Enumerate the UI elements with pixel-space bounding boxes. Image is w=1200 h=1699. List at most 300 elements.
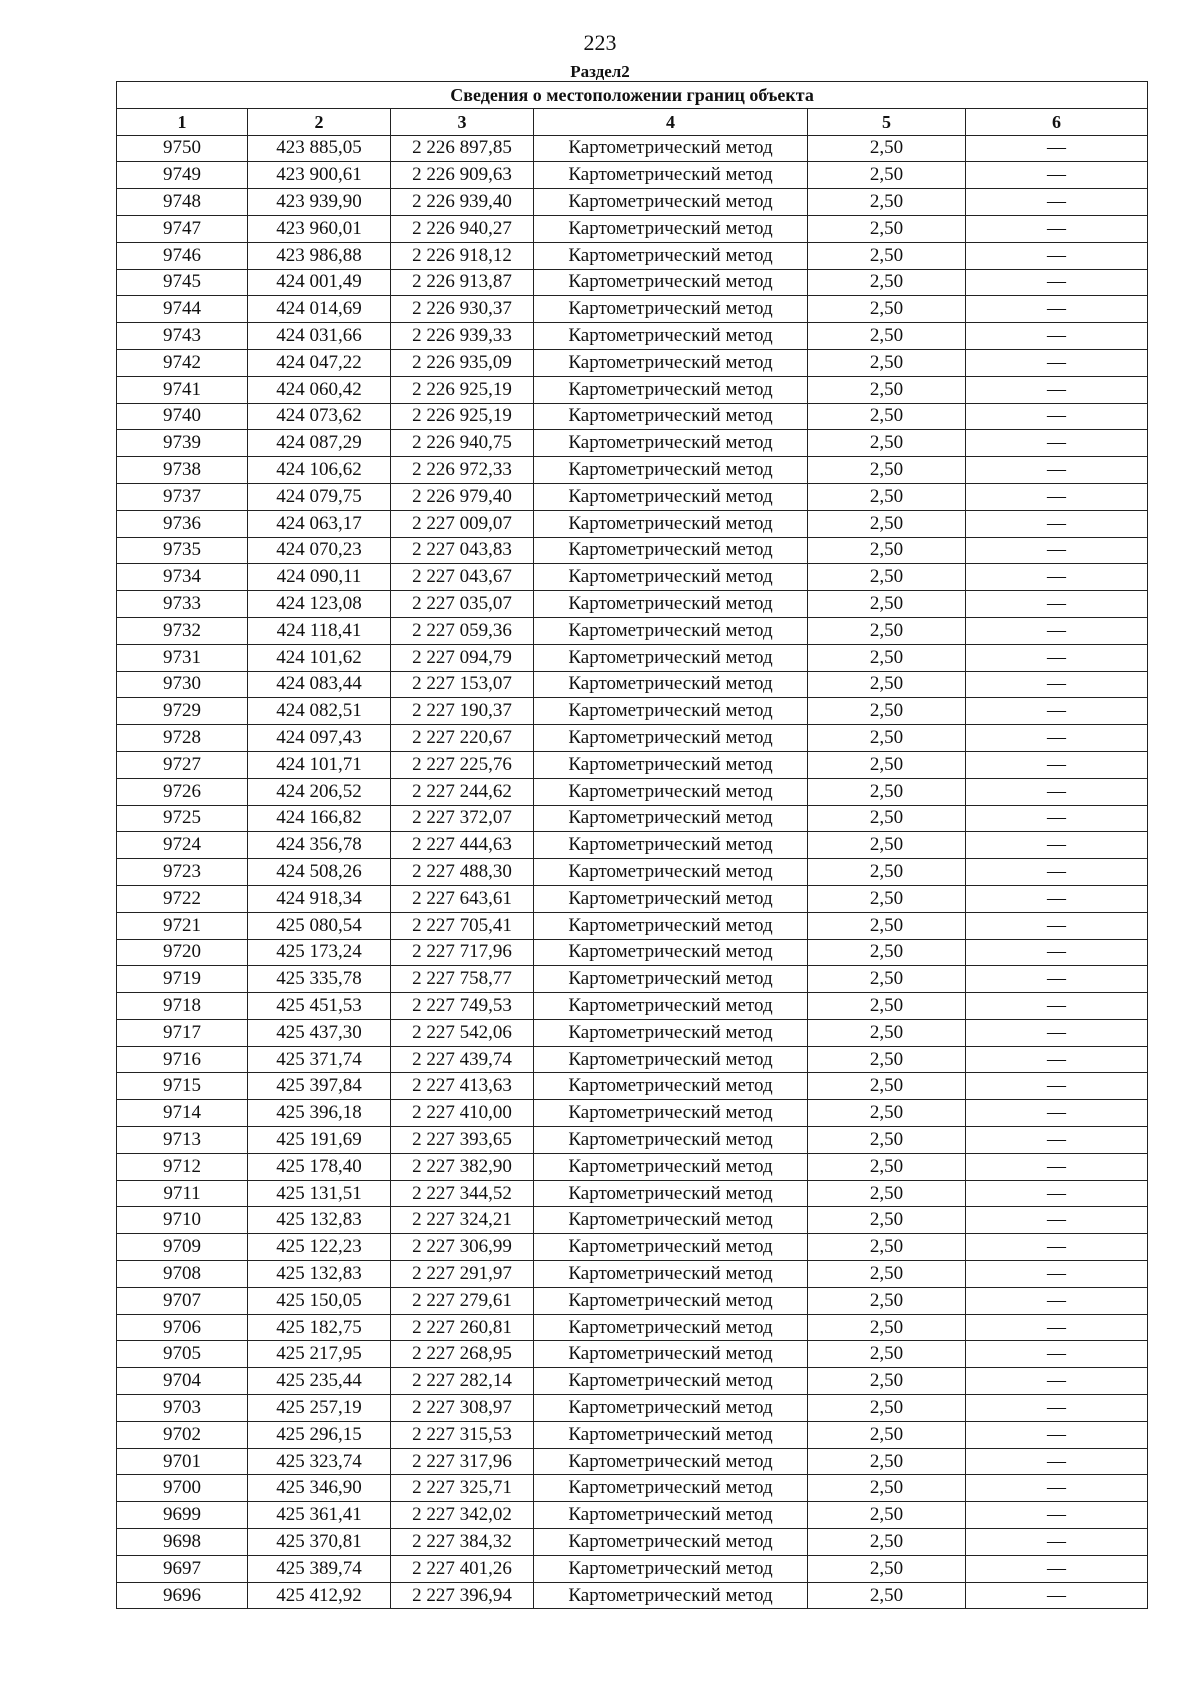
accuracy-cell: 2,50 bbox=[808, 1207, 966, 1234]
column-header-1: 1 bbox=[117, 108, 248, 135]
point-number-cell: 9718 bbox=[117, 993, 248, 1020]
y-coordinate-cell: 2 227 410,00 bbox=[391, 1100, 534, 1127]
note-cell: — bbox=[966, 912, 1148, 939]
accuracy-cell: 2,50 bbox=[808, 1368, 966, 1395]
note-cell: — bbox=[966, 885, 1148, 912]
x-coordinate-cell: 425 361,41 bbox=[248, 1502, 391, 1529]
accuracy-cell: 2,50 bbox=[808, 1448, 966, 1475]
note-cell: — bbox=[966, 457, 1148, 484]
method-cell: Картометрический метод bbox=[534, 832, 808, 859]
point-number-cell: 9749 bbox=[117, 162, 248, 189]
y-coordinate-cell: 2 226 940,27 bbox=[391, 215, 534, 242]
note-cell: — bbox=[966, 1421, 1148, 1448]
table-row bbox=[117, 859, 1148, 886]
accuracy-cell: 2,50 bbox=[808, 617, 966, 644]
x-coordinate-cell: 425 323,74 bbox=[248, 1448, 391, 1475]
point-number-cell: 9713 bbox=[117, 1127, 248, 1154]
note-cell: — bbox=[966, 1368, 1148, 1395]
note-cell: — bbox=[966, 1019, 1148, 1046]
x-coordinate-cell: 424 079,75 bbox=[248, 483, 391, 510]
note-cell: — bbox=[966, 1475, 1148, 1502]
note-cell: — bbox=[966, 1180, 1148, 1207]
note-cell: — bbox=[966, 671, 1148, 698]
accuracy-cell: 2,50 bbox=[808, 805, 966, 832]
point-number-cell: 9725 bbox=[117, 805, 248, 832]
y-coordinate-cell: 2 227 342,02 bbox=[391, 1502, 534, 1529]
accuracy-cell: 2,50 bbox=[808, 162, 966, 189]
note-cell: — bbox=[966, 215, 1148, 242]
x-coordinate-cell: 425 080,54 bbox=[248, 912, 391, 939]
point-number-cell: 9741 bbox=[117, 376, 248, 403]
point-number-cell: 9712 bbox=[117, 1153, 248, 1180]
table-row bbox=[117, 1368, 1148, 1395]
note-cell: — bbox=[966, 1046, 1148, 1073]
accuracy-cell: 2,50 bbox=[808, 1180, 966, 1207]
y-coordinate-cell: 2 226 925,19 bbox=[391, 403, 534, 430]
note-cell: — bbox=[966, 1127, 1148, 1154]
point-number-cell: 9746 bbox=[117, 242, 248, 269]
method-cell: Картометрический метод bbox=[534, 671, 808, 698]
accuracy-cell: 2,50 bbox=[808, 778, 966, 805]
table-row bbox=[117, 1341, 1148, 1368]
y-coordinate-cell: 2 227 315,53 bbox=[391, 1421, 534, 1448]
y-coordinate-cell: 2 226 918,12 bbox=[391, 242, 534, 269]
y-coordinate-cell: 2 226 972,33 bbox=[391, 457, 534, 484]
table-row bbox=[117, 162, 1148, 189]
table-row bbox=[117, 671, 1148, 698]
accuracy-cell: 2,50 bbox=[808, 644, 966, 671]
table-row bbox=[117, 1314, 1148, 1341]
x-coordinate-cell: 424 083,44 bbox=[248, 671, 391, 698]
x-coordinate-cell: 424 090,11 bbox=[248, 564, 391, 591]
table-row bbox=[117, 215, 1148, 242]
point-number-cell: 9710 bbox=[117, 1207, 248, 1234]
point-number-cell: 9727 bbox=[117, 751, 248, 778]
note-cell: — bbox=[966, 242, 1148, 269]
point-number-cell: 9736 bbox=[117, 510, 248, 537]
table-row bbox=[117, 966, 1148, 993]
point-number-cell: 9738 bbox=[117, 457, 248, 484]
method-cell: Картометрический метод bbox=[534, 1395, 808, 1422]
y-coordinate-cell: 2 226 939,40 bbox=[391, 189, 534, 216]
table-row bbox=[117, 1100, 1148, 1127]
accuracy-cell: 2,50 bbox=[808, 296, 966, 323]
point-number-cell: 9717 bbox=[117, 1019, 248, 1046]
accuracy-cell: 2,50 bbox=[808, 1127, 966, 1154]
point-number-cell: 9742 bbox=[117, 349, 248, 376]
table-row bbox=[117, 1153, 1148, 1180]
accuracy-cell: 2,50 bbox=[808, 323, 966, 350]
method-cell: Картометрический метод bbox=[534, 1100, 808, 1127]
accuracy-cell: 2,50 bbox=[808, 859, 966, 886]
method-cell: Картометрический метод bbox=[534, 510, 808, 537]
table-row bbox=[117, 1555, 1148, 1582]
x-coordinate-cell: 425 173,24 bbox=[248, 939, 391, 966]
note-cell: — bbox=[966, 483, 1148, 510]
column-header-5: 5 bbox=[808, 108, 966, 135]
method-cell: Картометрический метод bbox=[534, 912, 808, 939]
note-cell: — bbox=[966, 1314, 1148, 1341]
method-cell: Картометрический метод bbox=[534, 1153, 808, 1180]
table-row bbox=[117, 1073, 1148, 1100]
method-cell: Картометрический метод bbox=[534, 1341, 808, 1368]
x-coordinate-cell: 425 132,83 bbox=[248, 1207, 391, 1234]
y-coordinate-cell: 2 226 930,37 bbox=[391, 296, 534, 323]
accuracy-cell: 2,50 bbox=[808, 349, 966, 376]
table-row bbox=[117, 269, 1148, 296]
x-coordinate-cell: 424 063,17 bbox=[248, 510, 391, 537]
table-row bbox=[117, 1180, 1148, 1207]
point-number-cell: 9728 bbox=[117, 725, 248, 752]
accuracy-cell: 2,50 bbox=[808, 215, 966, 242]
method-cell: Картометрический метод bbox=[534, 403, 808, 430]
accuracy-cell: 2,50 bbox=[808, 1073, 966, 1100]
column-header-6: 6 bbox=[966, 108, 1148, 135]
y-coordinate-cell: 2 227 396,94 bbox=[391, 1582, 534, 1609]
table-row bbox=[117, 430, 1148, 457]
y-coordinate-cell: 2 226 897,85 bbox=[391, 135, 534, 162]
x-coordinate-cell: 424 073,62 bbox=[248, 403, 391, 430]
method-cell: Картометрический метод bbox=[534, 617, 808, 644]
y-coordinate-cell: 2 226 925,19 bbox=[391, 376, 534, 403]
table-row bbox=[117, 1207, 1148, 1234]
x-coordinate-cell: 425 132,83 bbox=[248, 1261, 391, 1288]
x-coordinate-cell: 423 986,88 bbox=[248, 242, 391, 269]
point-number-cell: 9721 bbox=[117, 912, 248, 939]
method-cell: Картометрический метод bbox=[534, 483, 808, 510]
point-number-cell: 9750 bbox=[117, 135, 248, 162]
method-cell: Картометрический метод bbox=[534, 1529, 808, 1556]
x-coordinate-cell: 425 150,05 bbox=[248, 1287, 391, 1314]
table-row bbox=[117, 644, 1148, 671]
method-cell: Картометрический метод bbox=[534, 430, 808, 457]
x-coordinate-cell: 424 082,51 bbox=[248, 698, 391, 725]
method-cell: Картометрический метод bbox=[534, 457, 808, 484]
y-coordinate-cell: 2 227 306,99 bbox=[391, 1234, 534, 1261]
point-number-cell: 9744 bbox=[117, 296, 248, 323]
x-coordinate-cell: 425 235,44 bbox=[248, 1368, 391, 1395]
y-coordinate-cell: 2 227 717,96 bbox=[391, 939, 534, 966]
accuracy-cell: 2,50 bbox=[808, 510, 966, 537]
y-coordinate-cell: 2 227 344,52 bbox=[391, 1180, 534, 1207]
accuracy-cell: 2,50 bbox=[808, 1314, 966, 1341]
accuracy-cell: 2,50 bbox=[808, 698, 966, 725]
note-cell: — bbox=[966, 323, 1148, 350]
y-coordinate-cell: 2 227 393,65 bbox=[391, 1127, 534, 1154]
y-coordinate-cell: 2 227 268,95 bbox=[391, 1341, 534, 1368]
y-coordinate-cell: 2 227 413,63 bbox=[391, 1073, 534, 1100]
point-number-cell: 9705 bbox=[117, 1341, 248, 1368]
accuracy-cell: 2,50 bbox=[808, 537, 966, 564]
note-cell: — bbox=[966, 993, 1148, 1020]
table-row bbox=[117, 1287, 1148, 1314]
column-header-4: 4 bbox=[534, 108, 808, 135]
y-coordinate-cell: 2 227 749,53 bbox=[391, 993, 534, 1020]
note-cell: — bbox=[966, 189, 1148, 216]
note-cell: — bbox=[966, 1502, 1148, 1529]
y-coordinate-cell: 2 226 979,40 bbox=[391, 483, 534, 510]
y-coordinate-cell: 2 227 488,30 bbox=[391, 859, 534, 886]
table-row bbox=[117, 805, 1148, 832]
method-cell: Картометрический метод bbox=[534, 778, 808, 805]
x-coordinate-cell: 423 939,90 bbox=[248, 189, 391, 216]
column-header-3: 3 bbox=[391, 108, 534, 135]
table-row bbox=[117, 885, 1148, 912]
note-cell: — bbox=[966, 805, 1148, 832]
point-number-cell: 9716 bbox=[117, 1046, 248, 1073]
table-row bbox=[117, 510, 1148, 537]
accuracy-cell: 2,50 bbox=[808, 1582, 966, 1609]
table-row bbox=[117, 751, 1148, 778]
x-coordinate-cell: 425 412,92 bbox=[248, 1582, 391, 1609]
y-coordinate-cell: 2 227 542,06 bbox=[391, 1019, 534, 1046]
method-cell: Картометрический метод bbox=[534, 135, 808, 162]
note-cell: — bbox=[966, 430, 1148, 457]
x-coordinate-cell: 425 371,74 bbox=[248, 1046, 391, 1073]
table-row bbox=[117, 832, 1148, 859]
point-number-cell: 9731 bbox=[117, 644, 248, 671]
x-coordinate-cell: 425 335,78 bbox=[248, 966, 391, 993]
table-row bbox=[117, 698, 1148, 725]
y-coordinate-cell: 2 227 282,14 bbox=[391, 1368, 534, 1395]
accuracy-cell: 2,50 bbox=[808, 1287, 966, 1314]
note-cell: — bbox=[966, 1529, 1148, 1556]
table-row bbox=[117, 1448, 1148, 1475]
note-cell: — bbox=[966, 1341, 1148, 1368]
y-coordinate-cell: 2 227 153,07 bbox=[391, 671, 534, 698]
accuracy-cell: 2,50 bbox=[808, 269, 966, 296]
page-number: 223 bbox=[583, 30, 617, 55]
point-number-cell: 9733 bbox=[117, 591, 248, 618]
note-cell: — bbox=[966, 564, 1148, 591]
note-cell: — bbox=[966, 1582, 1148, 1609]
accuracy-cell: 2,50 bbox=[808, 564, 966, 591]
note-cell: — bbox=[966, 376, 1148, 403]
note-cell: — bbox=[966, 1073, 1148, 1100]
table-row bbox=[117, 296, 1148, 323]
point-number-cell: 9732 bbox=[117, 617, 248, 644]
y-coordinate-cell: 2 226 940,75 bbox=[391, 430, 534, 457]
y-coordinate-cell: 2 227 059,36 bbox=[391, 617, 534, 644]
section-label: Раздел2 bbox=[570, 62, 630, 81]
accuracy-cell: 2,50 bbox=[808, 912, 966, 939]
x-coordinate-cell: 424 918,34 bbox=[248, 885, 391, 912]
table-row bbox=[117, 135, 1148, 162]
accuracy-cell: 2,50 bbox=[808, 135, 966, 162]
accuracy-cell: 2,50 bbox=[808, 189, 966, 216]
x-coordinate-cell: 425 396,18 bbox=[248, 1100, 391, 1127]
method-cell: Картометрический метод bbox=[534, 323, 808, 350]
method-cell: Картометрический метод bbox=[534, 1287, 808, 1314]
method-cell: Картометрический метод bbox=[534, 1502, 808, 1529]
accuracy-cell: 2,50 bbox=[808, 966, 966, 993]
point-number-cell: 9704 bbox=[117, 1368, 248, 1395]
table-row bbox=[117, 403, 1148, 430]
note-cell: — bbox=[966, 135, 1148, 162]
note-cell: — bbox=[966, 939, 1148, 966]
x-coordinate-cell: 425 397,84 bbox=[248, 1073, 391, 1100]
x-coordinate-cell: 425 182,75 bbox=[248, 1314, 391, 1341]
x-coordinate-cell: 424 014,69 bbox=[248, 296, 391, 323]
method-cell: Картометрический метод bbox=[534, 644, 808, 671]
x-coordinate-cell: 425 191,69 bbox=[248, 1127, 391, 1154]
point-number-cell: 9724 bbox=[117, 832, 248, 859]
method-cell: Картометрический метод bbox=[534, 296, 808, 323]
x-coordinate-cell: 424 097,43 bbox=[248, 725, 391, 752]
x-coordinate-cell: 424 166,82 bbox=[248, 805, 391, 832]
point-number-cell: 9726 bbox=[117, 778, 248, 805]
accuracy-cell: 2,50 bbox=[808, 1100, 966, 1127]
y-coordinate-cell: 2 226 913,87 bbox=[391, 269, 534, 296]
accuracy-cell: 2,50 bbox=[808, 483, 966, 510]
method-cell: Картометрический метод bbox=[534, 966, 808, 993]
point-number-cell: 9714 bbox=[117, 1100, 248, 1127]
y-coordinate-cell: 2 227 094,79 bbox=[391, 644, 534, 671]
table-row bbox=[117, 1421, 1148, 1448]
y-coordinate-cell: 2 227 291,97 bbox=[391, 1261, 534, 1288]
x-coordinate-cell: 424 087,29 bbox=[248, 430, 391, 457]
y-coordinate-cell: 2 227 372,07 bbox=[391, 805, 534, 832]
table-row bbox=[117, 1529, 1148, 1556]
accuracy-cell: 2,50 bbox=[808, 1475, 966, 1502]
table-row bbox=[117, 1475, 1148, 1502]
accuracy-cell: 2,50 bbox=[808, 1019, 966, 1046]
y-coordinate-cell: 2 227 758,77 bbox=[391, 966, 534, 993]
method-cell: Картометрический метод bbox=[534, 269, 808, 296]
method-cell: Картометрический метод bbox=[534, 1448, 808, 1475]
point-number-cell: 9720 bbox=[117, 939, 248, 966]
table-row bbox=[117, 725, 1148, 752]
method-cell: Картометрический метод bbox=[534, 1180, 808, 1207]
x-coordinate-cell: 425 122,23 bbox=[248, 1234, 391, 1261]
table-caption-row bbox=[117, 82, 1148, 109]
x-coordinate-cell: 424 508,26 bbox=[248, 859, 391, 886]
table-row bbox=[117, 1502, 1148, 1529]
method-cell: Картометрический метод bbox=[534, 215, 808, 242]
note-cell: — bbox=[966, 1287, 1148, 1314]
note-cell: — bbox=[966, 403, 1148, 430]
point-number-cell: 9739 bbox=[117, 430, 248, 457]
method-cell: Картометрический метод bbox=[534, 1019, 808, 1046]
table-row bbox=[117, 993, 1148, 1020]
x-coordinate-cell: 423 885,05 bbox=[248, 135, 391, 162]
method-cell: Картометрический метод bbox=[534, 1127, 808, 1154]
method-cell: Картометрический метод bbox=[534, 1046, 808, 1073]
method-cell: Картометрический метод bbox=[534, 564, 808, 591]
x-coordinate-cell: 424 206,52 bbox=[248, 778, 391, 805]
note-cell: — bbox=[966, 1100, 1148, 1127]
y-coordinate-cell: 2 227 382,90 bbox=[391, 1153, 534, 1180]
method-cell: Картометрический метод bbox=[534, 751, 808, 778]
accuracy-cell: 2,50 bbox=[808, 591, 966, 618]
note-cell: — bbox=[966, 1261, 1148, 1288]
point-number-cell: 9722 bbox=[117, 885, 248, 912]
y-coordinate-cell: 2 227 279,61 bbox=[391, 1287, 534, 1314]
note-cell: — bbox=[966, 859, 1148, 886]
point-number-cell: 9711 bbox=[117, 1180, 248, 1207]
accuracy-cell: 2,50 bbox=[808, 457, 966, 484]
x-coordinate-cell: 424 118,41 bbox=[248, 617, 391, 644]
note-cell: — bbox=[966, 1207, 1148, 1234]
table-row bbox=[117, 778, 1148, 805]
point-number-cell: 9702 bbox=[117, 1421, 248, 1448]
table-row bbox=[117, 939, 1148, 966]
point-number-cell: 9729 bbox=[117, 698, 248, 725]
point-number-cell: 9707 bbox=[117, 1287, 248, 1314]
y-coordinate-cell: 2 226 939,33 bbox=[391, 323, 534, 350]
point-number-cell: 9697 bbox=[117, 1555, 248, 1582]
y-coordinate-cell: 2 227 225,76 bbox=[391, 751, 534, 778]
y-coordinate-cell: 2 227 220,67 bbox=[391, 725, 534, 752]
method-cell: Картометрический метод bbox=[534, 189, 808, 216]
x-coordinate-cell: 424 070,23 bbox=[248, 537, 391, 564]
table-row bbox=[117, 591, 1148, 618]
method-cell: Картометрический метод bbox=[534, 376, 808, 403]
x-coordinate-cell: 425 296,15 bbox=[248, 1421, 391, 1448]
accuracy-cell: 2,50 bbox=[808, 1421, 966, 1448]
table-row bbox=[117, 1234, 1148, 1261]
point-number-cell: 9715 bbox=[117, 1073, 248, 1100]
accuracy-cell: 2,50 bbox=[808, 751, 966, 778]
method-cell: Картометрический метод bbox=[534, 1261, 808, 1288]
method-cell: Картометрический метод bbox=[534, 698, 808, 725]
note-cell: — bbox=[966, 510, 1148, 537]
point-number-cell: 9748 bbox=[117, 189, 248, 216]
x-coordinate-cell: 424 101,62 bbox=[248, 644, 391, 671]
method-cell: Картометрический метод bbox=[534, 537, 808, 564]
note-cell: — bbox=[966, 537, 1148, 564]
y-coordinate-cell: 2 227 043,83 bbox=[391, 537, 534, 564]
accuracy-cell: 2,50 bbox=[808, 1555, 966, 1582]
y-coordinate-cell: 2 227 444,63 bbox=[391, 832, 534, 859]
y-coordinate-cell: 2 226 909,63 bbox=[391, 162, 534, 189]
point-number-cell: 9706 bbox=[117, 1314, 248, 1341]
accuracy-cell: 2,50 bbox=[808, 242, 966, 269]
y-coordinate-cell: 2 227 317,96 bbox=[391, 1448, 534, 1475]
method-cell: Картометрический метод bbox=[534, 859, 808, 886]
accuracy-cell: 2,50 bbox=[808, 832, 966, 859]
accuracy-cell: 2,50 bbox=[808, 1153, 966, 1180]
accuracy-cell: 2,50 bbox=[808, 1502, 966, 1529]
method-cell: Картометрический метод bbox=[534, 1421, 808, 1448]
note-cell: — bbox=[966, 296, 1148, 323]
point-number-cell: 9719 bbox=[117, 966, 248, 993]
note-cell: — bbox=[966, 832, 1148, 859]
accuracy-cell: 2,50 bbox=[808, 430, 966, 457]
accuracy-cell: 2,50 bbox=[808, 403, 966, 430]
y-coordinate-cell: 2 227 439,74 bbox=[391, 1046, 534, 1073]
x-coordinate-cell: 425 346,90 bbox=[248, 1475, 391, 1502]
x-coordinate-cell: 424 356,78 bbox=[248, 832, 391, 859]
table-row bbox=[117, 1395, 1148, 1422]
note-cell: — bbox=[966, 966, 1148, 993]
table-caption: Сведения о местоположении границ объекта bbox=[117, 82, 1148, 109]
note-cell: — bbox=[966, 725, 1148, 752]
x-coordinate-cell: 424 101,71 bbox=[248, 751, 391, 778]
y-coordinate-cell: 2 227 325,71 bbox=[391, 1475, 534, 1502]
method-cell: Картометрический метод bbox=[534, 725, 808, 752]
table-row bbox=[117, 912, 1148, 939]
y-coordinate-cell: 2 227 043,67 bbox=[391, 564, 534, 591]
point-number-cell: 9737 bbox=[117, 483, 248, 510]
method-cell: Картометрический метод bbox=[534, 1475, 808, 1502]
x-coordinate-cell: 425 178,40 bbox=[248, 1153, 391, 1180]
table-row bbox=[117, 1261, 1148, 1288]
y-coordinate-cell: 2 226 935,09 bbox=[391, 349, 534, 376]
note-cell: — bbox=[966, 751, 1148, 778]
x-coordinate-cell: 425 217,95 bbox=[248, 1341, 391, 1368]
table-row bbox=[117, 1046, 1148, 1073]
